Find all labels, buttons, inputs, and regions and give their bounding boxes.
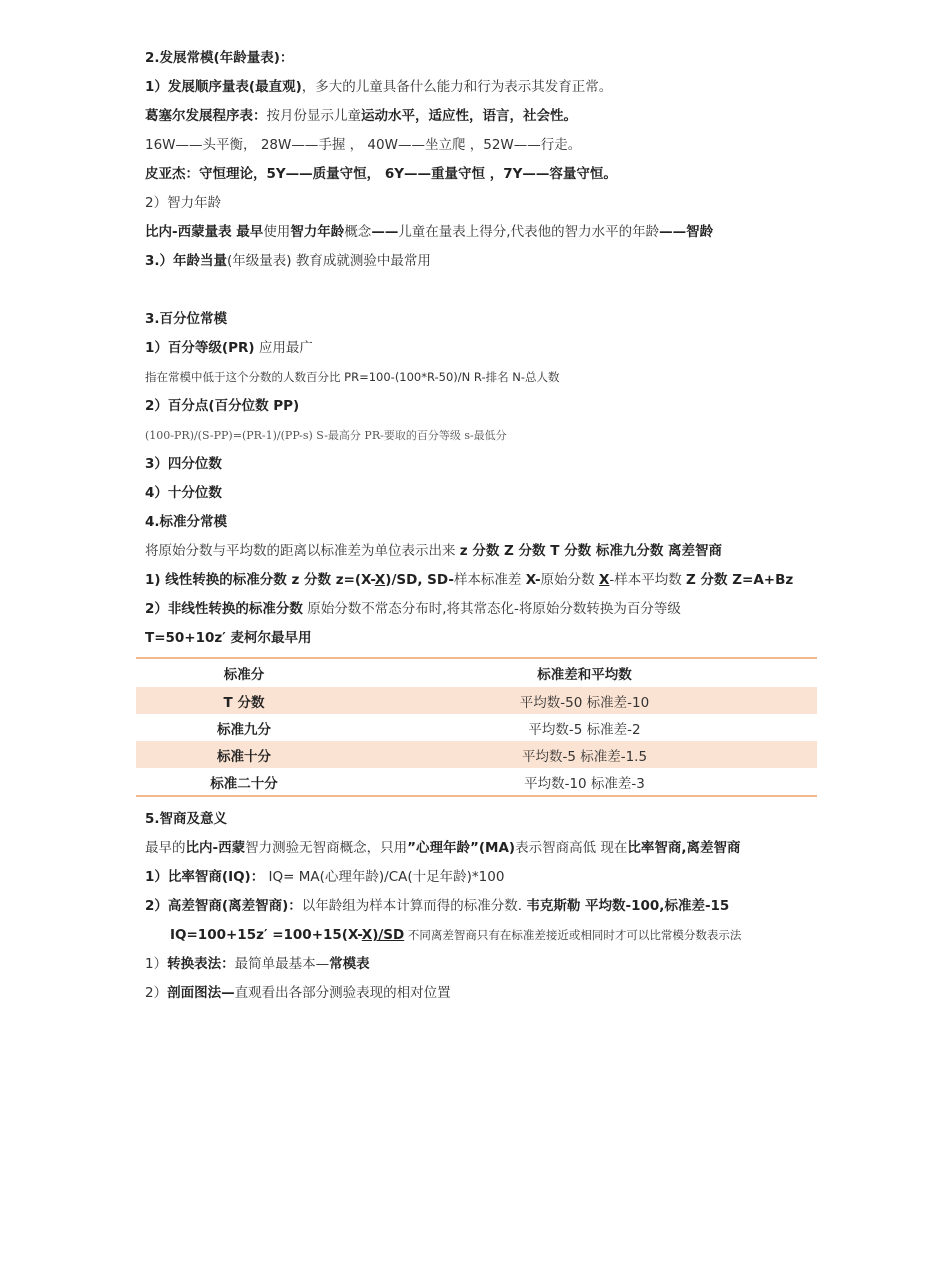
- line-percentile-point: 2）百分点(百分位数 PP): [145, 398, 300, 414]
- line-mental-age: 2）智力年龄: [145, 195, 222, 211]
- line-decile: 4）十分位数: [145, 485, 222, 501]
- line-iq-history: 最早的比内-西蒙智力测验无智商概念，只用”心理年龄”(MA)表示智商高低 现在比率智商,离差智商: [145, 840, 741, 856]
- table-cell: 标准九分: [217, 721, 271, 738]
- table-cell: 平均数-5 标准差-1.5: [352, 741, 817, 768]
- table-row: [136, 714, 817, 741]
- line-nonlinear-transform: 2）非线性转换的标准分数 原始分数不常态分布时,将其常态化-将原始分数转换为百分等级: [145, 601, 681, 617]
- table-cell: 标准二十分: [210, 775, 278, 792]
- line-quartile: 3）四分位数: [145, 456, 222, 472]
- line-pp-formula: (100-PR)/(S-PP)=(PR-1)/(PP-s) S-最高分 PR-要取的百分等级 s-最低分: [145, 429, 507, 442]
- section-title-iq: 5.智商及意义: [145, 811, 228, 827]
- line-pr-formula: 指在常模中低于这个分数的人数百分比 PR=100-(100*R-50)/N R-排名 N-总人数: [145, 370, 560, 384]
- line-profile-chart-method: 2）剖面图法—直观看出各部分测验表现的相对位置: [145, 985, 451, 1001]
- line-deviation-iq: 2）高差智商(离差智商)：以年龄组为样本计算而得的标准分数. 韦克斯勒 平均数-100,标准差-15: [145, 898, 730, 914]
- line-weeks-milestones: 16W——头平衡， 28W——手握 ， 40W——坐立爬 ，52W——行走。: [145, 137, 582, 153]
- table-header: 标准分: [223, 667, 265, 683]
- standard-score-table: [136, 657, 817, 797]
- line-developmental-sequence: 1）发展顺序量表(最直观)，多大的儿童具备什么能力和行为表示其发育正常。: [145, 79, 613, 95]
- table-header: 标准差和平均数: [537, 667, 632, 683]
- line-standard-score-def: 将原始分数与平均数的距离以标准差为单位表示出来 z 分数 Z 分数 T 分数 标准九分数 离差智商: [145, 543, 723, 559]
- document-page: [145, 44, 825, 1008]
- table-header-row: [136, 658, 817, 687]
- section-title-standard-score-norm: 4.标准分常模: [145, 514, 228, 530]
- line-piaget: 皮亚杰：守恒理论，5Y——质量守恒， 6Y——重量守恒 ，7Y——容量守恒。: [145, 166, 617, 182]
- section-title-development-norm: 2.发展常模(年龄量表)：: [145, 50, 294, 66]
- table-cell: 平均数-10 标准差-3: [524, 775, 645, 792]
- line-binet-simon: 比内-西蒙量表 最早使用智力年龄概念——儿童在量表上得分,代表他的智力水平的年龄——智龄: [145, 224, 714, 240]
- line-t-score-formula: T=50+10z′ 麦柯尔最早用: [145, 630, 312, 646]
- line-conversion-table-method: 1）转换表法：最简单最基本—常模表: [145, 956, 370, 972]
- line-linear-transform: 1) 线性转换的标准分数 z 分数 z=(X-X)/SD, SD-样本标准差 X-原始分数 X-样本平均数 Z 分数 Z=A+Bz: [145, 572, 794, 588]
- table-cell: 平均数-5 标准差-2: [528, 721, 641, 738]
- line-percentile-rank: 1）百分等级(PR) 应用最广: [145, 340, 313, 356]
- table-cell: T 分数: [136, 687, 352, 714]
- section-title-percentile-norm: 3.百分位常模: [145, 311, 228, 327]
- table-row: [136, 768, 817, 796]
- table-row: [136, 741, 817, 768]
- line-gesell: 葛塞尔发展程序表：按月份显示儿童运动水平，适应性，语言，社会性。: [145, 108, 577, 124]
- line-deviation-iq-formula: IQ=100+15z′ =100+15(X-X)/SD 不同离差智商只有在标准差接近或相同时才可以比常模分数表示法: [170, 927, 742, 943]
- table-cell: 平均数-50 标准差-10: [352, 687, 817, 714]
- line-ratio-iq: 1）比率智商(IQ)： IQ= MA(心理年龄)/CA(十足年龄)*100: [145, 869, 505, 885]
- line-age-equivalent: 3.）年龄当量(年级量表) 教育成就测验中最常用: [145, 253, 431, 269]
- table-row: [136, 687, 817, 714]
- table-cell: 标准十分: [136, 741, 352, 768]
